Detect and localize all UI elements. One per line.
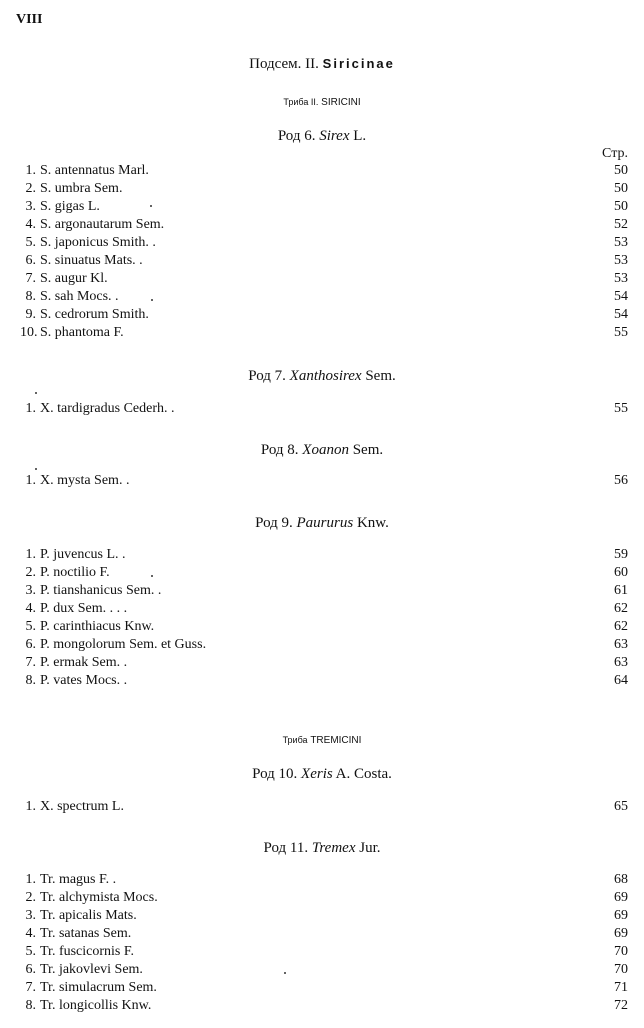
item-name: S. gigas L.: [40, 199, 100, 214]
genus-heading-sirex: [0, 128, 644, 145]
list-item: [20, 943, 628, 961]
page-column-header: Стр.: [602, 146, 628, 161]
item-page: 56: [614, 473, 628, 488]
item-page: 54: [614, 307, 628, 322]
item-number: 8.: [25, 289, 36, 304]
item-number: 4.: [25, 926, 36, 941]
item-page: 50: [614, 199, 628, 214]
item-name: S. umbra Sem.: [40, 181, 123, 196]
item-number: 4.: [25, 217, 36, 232]
item-name: S. argonautarum Sem.: [40, 217, 165, 232]
list-item: [20, 997, 628, 1015]
item-page: 61: [614, 583, 628, 598]
list-item: [20, 270, 628, 288]
page-number: VIII: [16, 12, 43, 27]
item-page: 55: [614, 325, 628, 340]
genus-name: Sirex: [319, 128, 350, 144]
item-name: S. antennatus Marl.: [40, 163, 149, 178]
print-speck: [284, 972, 286, 974]
list-item: [20, 889, 628, 907]
item-number: 7.: [25, 980, 36, 995]
item-name: P. vates Mocs. .: [40, 673, 128, 688]
list-item: [20, 216, 628, 234]
tribe-name: TREMICINI: [310, 735, 362, 746]
item-name: P. ermak Sem. .: [40, 655, 128, 670]
item-number: 1.: [25, 547, 36, 562]
item-name: Tr. satanas Sem.: [40, 926, 132, 941]
print-speck: [35, 392, 37, 394]
list-item: [20, 600, 628, 618]
item-number: 2.: [25, 181, 36, 196]
item-name: S. sah Mocs. .: [40, 289, 119, 304]
list-item: [20, 961, 628, 979]
genus-author: A. Costa.: [335, 766, 392, 782]
item-number: 1.: [25, 473, 36, 488]
item-page: 69: [614, 926, 628, 941]
list-item: [20, 288, 628, 306]
item-number: 2.: [25, 890, 36, 905]
genus-author: L.: [353, 128, 367, 144]
list-item: [20, 654, 628, 672]
genus-prefix: Род 11.: [263, 840, 309, 856]
genus-prefix: Род 10.: [252, 766, 298, 782]
item-name: X. spectrum L.: [40, 799, 124, 814]
genus-prefix: Род 6.: [277, 128, 316, 144]
subfamily-heading: [0, 56, 644, 73]
genus-name: Paururus: [296, 515, 354, 531]
item-page: 53: [614, 253, 628, 268]
print-speck: [150, 205, 152, 207]
list-item: [20, 306, 628, 324]
item-page: 53: [614, 271, 628, 286]
item-number: 10.: [20, 325, 38, 340]
item-name: Tr. alchymista Mocs.: [40, 890, 158, 905]
genus-heading-tremex: [0, 840, 644, 857]
item-page: 55: [614, 401, 628, 416]
item-number: 5.: [25, 235, 36, 250]
genus-author: Sem.: [352, 442, 384, 458]
item-name: P. juvencus L. .: [40, 547, 126, 562]
item-name: Tr. jakovlevi Sem.: [40, 962, 143, 977]
tribe-name: SIRICINI: [321, 97, 361, 108]
list-item: [20, 798, 628, 816]
item-number: 6.: [25, 637, 36, 652]
item-page: 65: [614, 799, 628, 814]
item-name: X. mysta Sem. .: [40, 473, 130, 488]
genus-prefix: Род 7.: [248, 368, 286, 384]
list-item: [20, 252, 628, 270]
item-name: P. dux Sem. . . .: [40, 601, 128, 616]
item-name: P. mongolorum Sem. et Guss.: [40, 637, 207, 652]
tribe-heading-tremicini: [0, 735, 644, 746]
item-name: P. tianshanicus Sem. .: [40, 583, 162, 598]
item-page: 50: [614, 163, 628, 178]
genus-name: Xoanon: [302, 442, 349, 458]
item-name: Tr. simulacrum Sem.: [40, 980, 157, 995]
subfamily-prefix: Подсем. II.: [249, 56, 319, 72]
list-item: [20, 180, 628, 198]
item-number: 7.: [25, 655, 36, 670]
tribe-label: Триба: [282, 735, 308, 745]
item-number: 3.: [25, 583, 36, 598]
item-page: 50: [614, 181, 628, 196]
print-speck: [151, 575, 153, 577]
item-number: 8.: [25, 998, 36, 1013]
item-name: S. japonicus Smith. .: [40, 235, 156, 250]
item-number: 5.: [25, 619, 36, 634]
list-item: [20, 546, 628, 564]
item-number: 2.: [25, 565, 36, 580]
list-item: [20, 979, 628, 997]
genus-prefix: Род 8.: [260, 442, 299, 458]
item-page: 59: [614, 547, 628, 562]
item-page: 60: [614, 565, 628, 580]
list-item: [20, 564, 628, 582]
item-number: 3.: [25, 199, 36, 214]
print-speck: [151, 299, 153, 301]
tribe-heading-siricini: [0, 97, 644, 108]
item-name: S. cedrorum Smith.: [40, 307, 149, 322]
item-name: Tr. magus F. .: [40, 872, 117, 887]
genus-prefix: Род 9.: [255, 515, 293, 531]
item-page: 70: [614, 962, 628, 977]
list-item: [20, 582, 628, 600]
list-item: [20, 925, 628, 943]
genus-author: Knw.: [356, 515, 389, 531]
item-page: 63: [614, 637, 628, 652]
genus-heading-xanthosirex: [0, 368, 644, 385]
list-item: [20, 198, 628, 216]
item-page: 68: [614, 872, 628, 887]
item-page: 72: [614, 998, 628, 1013]
item-page: 54: [614, 289, 628, 304]
item-number: 6.: [25, 962, 36, 977]
list-item: [20, 472, 628, 490]
genus-heading-xeris: [0, 766, 644, 783]
item-page: 70: [614, 944, 628, 959]
item-name: S. augur Kl.: [40, 271, 108, 286]
genus-author: Jur.: [359, 840, 381, 856]
item-number: 7.: [25, 271, 36, 286]
genus-author: Sem.: [365, 368, 396, 384]
item-number: 8.: [25, 673, 36, 688]
list-item: [20, 907, 628, 925]
item-name: Tr. apicalis Mats.: [40, 908, 137, 923]
item-number: 3.: [25, 908, 36, 923]
item-number: 9.: [25, 307, 36, 322]
item-number: 5.: [25, 944, 36, 959]
item-name: Tr. longicollis Knw.: [40, 998, 152, 1013]
item-name: P. noctilio F.: [40, 565, 110, 580]
list-item: [20, 636, 628, 654]
tribe-label: Триба II.: [283, 97, 319, 107]
item-page: 64: [614, 673, 628, 688]
item-page: 69: [614, 908, 628, 923]
item-name: X. tardigradus Cederh. .: [40, 401, 175, 416]
item-number: 1.: [25, 799, 36, 814]
item-number: 4.: [25, 601, 36, 616]
item-name: S. phantoma F.: [40, 325, 124, 340]
item-name: S. sinuatus Mats. .: [40, 253, 143, 268]
genus-name: Xanthosirex: [289, 368, 362, 384]
list-item: [20, 400, 628, 418]
item-page: 71: [614, 980, 628, 995]
list-item: [20, 324, 628, 342]
genus-heading-xoanon: [0, 442, 644, 459]
list-item: [20, 234, 628, 252]
subfamily-latin: Siricinae: [322, 56, 395, 71]
list-item: [20, 672, 628, 690]
item-page: 69: [614, 890, 628, 905]
list-item: [20, 618, 628, 636]
list-item: [20, 162, 628, 180]
genus-name: Tremex: [311, 840, 356, 856]
item-number: 1.: [25, 872, 36, 887]
item-page: 53: [614, 235, 628, 250]
item-page: 63: [614, 655, 628, 670]
item-page: 62: [614, 601, 628, 616]
item-page: 62: [614, 619, 628, 634]
item-number: 1.: [25, 401, 36, 416]
genus-heading-paururus: [0, 515, 644, 532]
item-number: 1.: [25, 163, 36, 178]
print-speck: [35, 468, 37, 470]
item-page: 52: [614, 217, 628, 232]
item-number: 6.: [25, 253, 36, 268]
item-name: P. carinthiacus Knw.: [40, 619, 155, 634]
list-item: [20, 871, 628, 889]
item-name: Tr. fuscicornis F.: [40, 944, 135, 959]
genus-name: Xeris: [301, 766, 333, 782]
